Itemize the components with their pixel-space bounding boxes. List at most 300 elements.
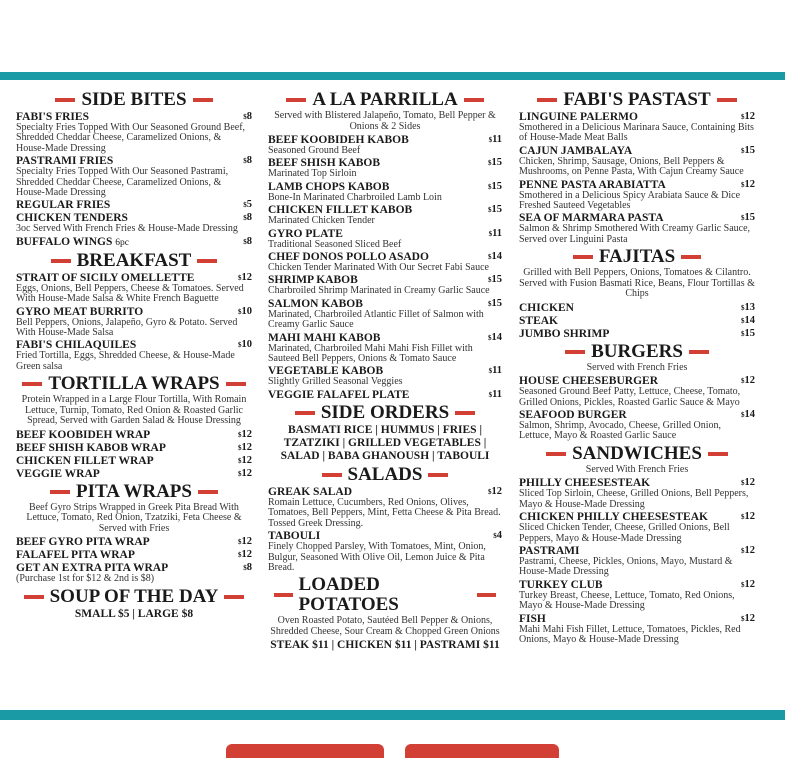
section-title-text: SANDWICHES [572,442,702,464]
menu-item-row [16,306,252,318]
menu-item-description: Eggs, Onions, Bell Peppers, Cheese & Tomatoes. Served With House-Made Salsa & White French Baguette [16,282,244,305]
currency-sign: $ [488,276,492,285]
menu-item-get-an-extra-pita-wrap[interactable] [16,562,252,584]
menu-item-description: Romain Lettuce, Cucumbers, Red Onions, Olives, Tomatoes, Bell Peppers, Mint, Fetta Cheese & Pita Bread. Tossed Greek Dressing. [268,496,501,529]
section-title [268,465,502,485]
menu-item-pastrami[interactable] [519,545,755,578]
currency-sign: $ [741,329,745,338]
menu-item-description: Slightly Grilled Seasonal Veggies [268,376,403,388]
menu-item-name-text: GREAK SALAD [268,485,353,498]
section-note: Protein Wrapped in a Large Flour Tortilla, With Romain Lettuce, Turnip, Tomato, Red Onion & Roasted Garlic Spread, Served with Garden Salad & House Dressing [21,394,247,427]
menu-item-price-value: 12 [241,454,252,466]
currency-sign: $ [488,367,493,376]
section-title-text: TORTILLA WRAPS [48,373,220,395]
menu-item-chicken-philly-cheesesteak[interactable] [519,511,755,544]
menu-item-price-value: 15 [491,274,502,286]
section-title [268,403,502,423]
menu-item-price-value: 11 [492,134,502,145]
menu-item-price-value: 14 [491,251,502,263]
section-pita-wraps [16,482,252,585]
menu-item-row [16,536,252,548]
menu-item-price [238,455,252,467]
currency-sign: $ [238,307,242,316]
menu-item-price-value: 11 [492,365,502,377]
menu-item-price [741,613,755,625]
menu-item-name-text: LINGUINE PALERMO [519,111,638,123]
side-orders-line: BASMATI RICE | HUMMUS | FRIES | [288,423,482,436]
currency-sign: $ [243,113,247,121]
red-tab-left[interactable] [226,744,384,758]
menu-item-name-text: TABOULI [268,530,321,543]
title-dash-left [537,98,557,102]
menu-item-price [488,251,502,263]
menu-item-row [519,328,755,340]
section-loaded-potatoes [268,575,502,652]
title-dash-left [55,98,75,102]
menu-item-suffix: 6pc [115,237,129,248]
menu-column-left [16,88,252,621]
menu-item-price [741,302,755,314]
menu-item-price [489,228,502,240]
menu-item-name-text: CHEF DONOS POLLO ASADO [268,251,429,264]
menu-item-description: Salmon & Shrimp Smothered With Creamy Garlic Sauce, Served over Linguini Pasta [519,223,751,245]
menu-item-salmon-kabob[interactable] [268,298,502,331]
menu-item-buffalo-wings[interactable] [16,236,252,249]
menu-item-name [519,302,574,314]
menu-item-description: Pastrami, Cheese, Pickles, Onions, Mayo, Mustard & House-Made Dressing [519,556,733,578]
section-breakfast [16,251,252,372]
section-soup-of-the-day [16,587,252,621]
section-note: Served With French Fries [585,463,689,475]
menu-item-beef-gyro-pita-wrap[interactable] [16,536,252,548]
menu-item-description: Traditional Seasoned Sliced Beef [268,238,402,250]
section-title [519,247,755,267]
menu-item-price-value: 10 [241,339,252,351]
menu-item-name-text: BEEF SHISH KABOB WRAP [16,441,166,454]
section-fajitas [519,247,755,340]
section-price-line: SMALL $5 | LARGE $8 [74,607,194,620]
menu-item-price-value: 12 [744,612,755,624]
menu-item-falafel-pita-wrap[interactable] [16,549,252,561]
currency-sign: $ [488,299,492,308]
menu-item-name [16,536,150,548]
menu-item-name-text: SEA OF MARMARA PASTA [519,212,664,225]
menu-item-price-value: 12 [241,549,252,561]
section-note: Oven Roasted Potato, Sautéed Bell Pepper & Onions, Shredded Cheese, Sour Cream & Chopped Green Onions [270,615,500,637]
menu-item-row [268,228,502,240]
currency-sign: $ [741,303,745,312]
menu-item-price [489,134,502,146]
currency-sign: $ [238,341,242,350]
menu-item-name [519,613,546,625]
menu-item-price-value: 12 [241,536,252,548]
title-dash-left [295,411,315,415]
title-dash-right [455,411,475,415]
menu-item-row [519,179,755,191]
title-dash-left [50,490,70,494]
section-title [268,575,502,615]
menu-item-price-value: 10 [241,305,252,317]
menu-item-chef-donos-pollo-asado[interactable] [268,251,502,273]
menu-item-description: Marinated Chicken Tender [268,215,375,227]
menu-item-penne-pasta-arabiatta[interactable] [519,179,755,212]
menu-item-chicken-tenders[interactable] [16,212,252,234]
title-dash-right [689,350,709,354]
section-title-text: FABI'S PASTAST [563,89,711,110]
section-title [519,90,755,110]
menu-item-beef-shish-kabob-wrap[interactable] [16,442,252,454]
menu-item-name [268,389,409,401]
menu-item-description: Smothered in a Delicious Marinara Sauce, Containing Bits of House-Made Meat Balls [519,122,754,144]
menu-item-description: Marinated, Charbroiled Mahi Mahi Fish Fillet with Sauteed Bell Peppers, Onions & Tomato Sauce [268,342,473,365]
menu-item-price [488,181,502,193]
currency-sign: $ [493,532,497,541]
menu-item-price-value: 8 [246,111,252,122]
menu-item-row [519,613,755,625]
menu-item-price-value: 8 [246,235,252,247]
menu-item-price-value: 12 [744,511,755,523]
section-title [16,587,252,607]
menu-item-chicken-fillet-kabob[interactable] [268,204,502,226]
menu-item-name [16,429,150,441]
currency-sign: $ [741,113,745,121]
currency-sign: $ [238,430,242,439]
menu-item-description: Marinated Top Sirloin [268,168,357,180]
section-title-text: A LA PARRILLA [312,89,458,110]
red-tab-right[interactable] [405,744,559,758]
menu-column-middle [268,88,502,652]
menu-item-price-value: 15 [491,297,502,309]
menu-item-name-text: CHICKEN PHILLY CHEESESTEAK [519,511,708,524]
menu-item-price-value: 11 [492,388,502,400]
menu-item-name [16,199,110,211]
title-dash-right [193,98,213,102]
menu-item-description: Bone-In Marinated Charbroiled Lamb Loin [268,191,442,203]
section-note: Beef Gyro Strips Wrapped in Greek Pita Bread With Lettuce, Tomato, Red Onion, Tzatziki, Feta Cheese & Served with Fries [26,501,242,534]
menu-item-name-text: SEAFOOD BURGER [519,409,627,422]
section-note: Served with French Fries [586,361,688,373]
section-note: Served with Blistered Jalapeño, Tomato, Bell Pepper & Onions & 2 Sides [274,110,496,132]
menu-item-beef-shish-kabob[interactable] [268,157,502,179]
menu-item-price [741,328,755,340]
currency-sign: $ [488,253,492,262]
menu-item-steak[interactable] [519,315,755,327]
menu-item-name [519,579,603,591]
menu-item-gyro-meat-burrito[interactable] [16,306,252,339]
currency-sign: $ [741,547,745,555]
menu-item-price-value: 12 [744,375,755,387]
menu-item-name-text: GET AN EXTRA PITA WRAP [16,562,169,575]
menu-item-description: Chicken, Shrimp, Sausage, Onions, Bell Peppers & Mushrooms, on Penne Pasta, With Cajun Creamy Sauce [519,155,744,178]
title-dash-left [546,452,566,456]
top-teal-band [0,72,785,80]
menu-item-name-text: PASTRAMI FRIES [16,155,114,168]
section-title-text: FAJITAS [598,246,676,268]
menu-item-strait-of-sicily-omellette[interactable] [16,272,252,305]
side-orders-line: SALAD | BABA GHANOUSH | TABOULI [280,449,490,462]
currency-sign: $ [741,513,745,522]
menu-item-price [741,511,755,523]
menu-item-price [741,545,755,557]
menu-item-fish[interactable] [519,613,755,646]
currency-sign: $ [741,580,745,589]
menu-item-price [243,199,252,211]
currency-sign: $ [741,479,745,488]
menu-item-price-value: 11 [492,227,502,239]
menu-item-fabi-s-fries[interactable] [16,111,252,154]
menu-item-price [488,486,502,498]
menu-item-name-text: BEEF KOOBIDEH WRAP [16,428,151,441]
title-dash-right [224,595,244,599]
menu-item-row [519,315,755,327]
menu-item-name-text: FISH [519,612,546,625]
menu-item-name [519,179,666,191]
menu-item-vegetable-kabob[interactable] [268,365,502,387]
menu-item-jumbo-shrimp[interactable] [519,328,755,340]
menu-column-right [519,88,755,646]
currency-sign: $ [741,214,745,223]
section-title-text: BREAKFAST [76,249,192,271]
section-title [16,482,252,502]
menu-item-row [16,549,252,561]
menu-item-name-text: STRAIT OF SICILY OMELLETTE [16,271,195,284]
menu-item-description: Sliced Top Sirloin, Cheese, Grilled Onions, Bell Peppers, Mayo & House-Made Dressing [519,488,749,510]
section-price-line: STEAK $11 | CHICKEN $11 | PASTRAMI $11 [270,639,500,652]
title-dash-right [708,452,728,456]
menu-item-name-text: BEEF KOOBIDEH KABOB [268,134,409,146]
menu-item-name-text: GYRO PLATE [268,227,343,240]
menu-item-row [268,181,502,193]
menu-item-tabouli[interactable] [268,530,502,573]
menu-item-greak-salad[interactable] [268,486,502,529]
title-dash-right [477,593,496,597]
menu-item-price [243,155,252,167]
menu-item-price [238,536,252,548]
menu-item-price-value: 5 [246,199,252,211]
menu-item-price [489,365,502,377]
menu-item-row [16,442,252,454]
section-title-text: LOADED POTATOES [298,574,399,616]
currency-sign: $ [243,201,247,210]
menu-item-linguine-palermo[interactable] [519,111,755,144]
menu-item-price-value: 8 [246,155,252,167]
menu-item-price-value: 14 [744,314,755,326]
menu-item-beef-koobideh-wrap[interactable] [16,429,252,441]
menu-item-name-text: REGULAR FRIES [16,199,111,212]
menu-item-price-value: 8 [246,562,252,574]
currency-sign: $ [741,377,745,386]
menu-item-row [519,579,755,591]
menu-item-price-value: 8 [246,212,252,224]
menu-item-price-value: 12 [744,111,755,122]
currency-sign: $ [741,316,745,325]
menu-item-name-text: PASTRAMI [519,545,580,557]
menu-item-row [16,429,252,441]
menu-item-price [489,389,502,401]
menu-item-turkey-club[interactable] [519,579,755,612]
currency-sign: $ [741,146,745,155]
currency-sign: $ [741,180,745,189]
menu-item-name-text: FALAFEL PITA WRAP [16,549,135,562]
menu-item-price [238,442,252,454]
currency-sign: $ [741,411,745,420]
menu-item-name-text: FABI'S FRIES [16,111,89,123]
section-title [519,444,755,464]
menu-item-chicken-fillet-wrap[interactable] [16,455,252,467]
menu-item-name-text: VEGETABLE KABOB [268,365,384,378]
side-orders-line: TZATZIKI | GRILLED VEGETABLES | [283,436,487,449]
menu-item-price-value: 15 [491,180,502,192]
section-sandwiches [519,444,755,646]
menu-item-name [519,328,609,340]
section-a-la-parrilla [268,90,502,401]
menu-item-name-text: CHICKEN FILLET WRAP [16,454,154,467]
currency-sign: $ [488,333,492,342]
menu-item-row [519,145,755,157]
menu-item-price [741,315,755,327]
currency-sign: $ [488,229,493,238]
menu-item-pastrami-fries[interactable] [16,155,252,198]
menu-item-price-value: 13 [744,301,755,313]
menu-item-description: Smothered in a Delicious Spicy Arabiata Sauce & Dice Freshed Sauteed Vegetables [519,189,741,212]
section-title [16,374,252,394]
section-side-orders [268,403,502,463]
currency-sign: $ [741,614,745,623]
menu-item-name-text: PHILLY CHEESESTEAK [519,477,651,490]
section-side-bites [16,90,252,249]
menu-item-name-text: FABI'S CHILAQUILES [16,339,137,352]
menu-item-price-value: 12 [744,545,755,556]
menu-item-description: Finely Chopped Parsley, With Tomatoes, Mint, Onion, Bulgur, Seasoned With Olive Oil, Lemon Juice & Pita Bread. [268,541,486,573]
menu-item-price [741,375,755,387]
menu-item-price-value: 12 [744,578,755,590]
menu-item-price-value: 15 [744,144,755,156]
menu-item-mahi-mahi-kabob[interactable] [268,332,502,365]
currency-sign: $ [243,564,247,573]
menu-item-name [16,442,166,454]
menu-item-price [741,179,755,191]
menu-item-price-value: 4 [496,530,502,542]
menu-item-price [243,236,252,248]
menu-item-description: Specialty Fries Topped With Our Seasoned Pastrami, Shredded Cheddar Cheese, Caramelized Onions, & House-Made Dressing [16,166,229,199]
section-title-text: SALADS [347,463,423,485]
menu-item-description: Seasoned Ground Beef [268,145,361,156]
menu-item-name [268,228,343,240]
menu-item-price-value: 12 [744,178,755,190]
section-title-text: BURGERS [591,340,683,362]
menu-item-price [238,339,252,351]
section-title-text: PITA WRAPS [76,480,192,502]
menu-item-name-text: CHICKEN [519,301,574,314]
title-dash-right [198,490,218,494]
menu-item-description: Chicken Tender Marinated With Our Secret Fabi Sauce [268,262,489,274]
menu-item-name-text: STEAK [519,314,558,327]
menu-item-price [741,145,755,157]
title-dash-right [197,259,217,263]
menu-item-gyro-plate[interactable] [268,228,502,250]
menu-item-veggie-wrap[interactable] [16,468,252,480]
menu-item-name-text: CHICKEN FILLET KABOB [268,204,413,217]
menu-item-price-value: 12 [744,477,755,489]
currency-sign: $ [488,390,493,399]
menu-item-name-text: BUFFALO WINGS [16,235,113,248]
menu-item-price [238,549,252,561]
menu-item-price-value: 15 [491,204,502,216]
menu-item-fabi-s-chilaquiles[interactable] [16,339,252,372]
menu-item-name-text: GYRO MEAT BURRITO [16,305,144,318]
menu-item-price [741,579,755,591]
section-note: Grilled with Bell Peppers, Onions, Tomatoes & Cilantro. Served with Fusion Basmati Rice, Beans, Flour Tortillas & Chips [519,267,755,300]
menu-item-description: Mahi Mahi Fish Fillet, Lettuce, Tomatoes, Pickles, Red Onions, Mayo & House-Made Dressing [519,623,741,646]
menu-item-cajun-jambalaya[interactable] [519,145,755,178]
title-dash-left [573,255,593,259]
currency-sign: $ [238,551,242,560]
currency-sign: $ [238,469,242,478]
menu-item-name [268,181,389,193]
menu-item-price [488,204,502,216]
menu-item-description: Seasoned Ground Beef Patty, Lettuce, Cheese, Tomato, Grilled Onions, Pickles, Roasted Garlic Sauce & Mayo [519,386,741,408]
menu-item-chicken[interactable] [519,302,755,314]
title-dash-left [51,259,71,263]
menu-item-name-text: BEEF GYRO PITA WRAP [16,536,150,549]
menu-item-row [16,468,252,480]
menu-item-price [238,468,252,480]
menu-item-house-cheeseburger[interactable] [519,375,755,408]
menu-item-name [16,306,143,318]
currency-sign: $ [488,182,492,191]
menu-item-name-text: SHRIMP KABOB [268,274,358,287]
menu-item-regular-fries[interactable] [16,199,252,211]
menu-item-name-text: BEEF SHISH KABOB [268,157,381,170]
currency-sign: $ [488,136,493,144]
menu-item-description: 3oc Served With French Fries & House-Made Dressing [16,223,238,235]
menu-item-description: Charbroiled Shrimp Marinated in Creamy Garlic Sauce [268,285,490,297]
title-dash-right [428,473,448,477]
menu-item-price [741,409,755,421]
menu-item-philly-cheesesteak[interactable] [519,477,755,510]
menu-item-price-value: 14 [744,409,755,421]
section-title [519,342,755,362]
menu-item-name [16,468,100,480]
section-burgers [519,342,755,442]
menu-item-shrimp-kabob[interactable] [268,274,502,296]
title-dash-left [565,350,585,354]
menu-item-veggie-falafel-plate[interactable] [268,389,502,401]
menu-item-description: Sliced Chicken Tender, Cheese, Grilled Onions, Bell Peppers, Mayo & House-Made Dressing [519,522,730,544]
menu-item-price-value: 12 [241,428,252,440]
menu-item-name-text: VEGGIE WRAP [16,467,100,480]
currency-sign: $ [238,443,242,452]
menu-item-name-text: SALMON KABOB [268,297,363,310]
title-dash-left [24,595,44,599]
menu-item-name [16,236,129,249]
menu-item-price [238,306,252,318]
menu-item-name [519,315,558,327]
currency-sign: $ [238,456,242,465]
menu-item-beef-koobideh-kabob[interactable] [268,134,502,156]
currency-sign: $ [238,538,242,547]
menu-item-price [238,429,252,441]
menu-item-price-value: 12 [491,485,502,497]
bottom-teal-band [0,710,785,720]
menu-item-lamb-chops-kabob[interactable] [268,181,502,203]
menu-item-sea-of-marmara-pasta[interactable] [519,212,755,245]
menu-item-seafood-burger[interactable] [519,409,755,442]
menu-item-price [493,530,502,542]
menu-item-name [16,455,154,467]
currency-sign: $ [488,159,492,168]
menu-item-name-text: PENNE PASTA ARABIATTA [519,178,666,191]
